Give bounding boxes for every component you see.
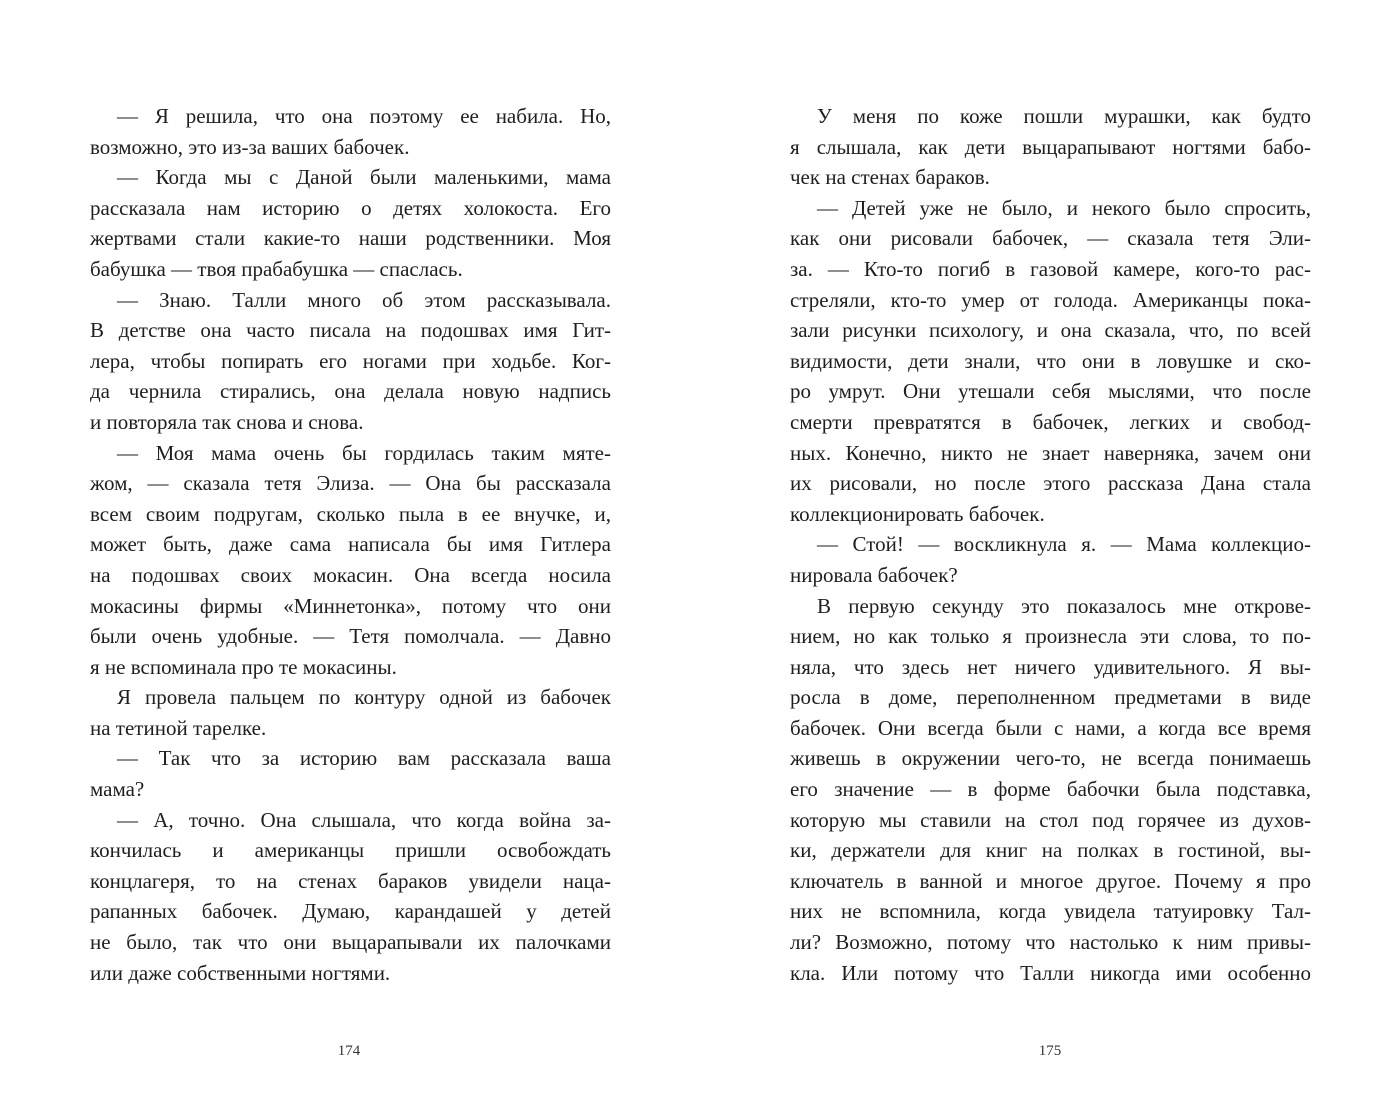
paragraph [90,743,611,804]
paragraph [90,162,611,284]
paragraph [790,101,1311,193]
text-line: за. — Кто-то погиб в газовой камере, кого-то рас- [790,256,1311,281]
text-line: Я провела пальцем по контуру одной из бабочек [117,685,611,710]
text-line: росла в доме, переполненном предметами в виде [790,685,1311,710]
paragraph [90,285,611,438]
text-line: их рисовали, но после этого рассказа Дана стала [790,471,1311,496]
text-line: ных. Конечно, никто не знает наверняка, зачем они [790,440,1311,465]
text-line: рапанных бабочек. Думаю, карандашей у детей [90,899,611,924]
text-line: ключатель в ванной и многое другое. Почему я про [790,868,1311,893]
text-line: кла. Или потому что Талли никогда ими особенно [790,960,1311,985]
text-line: нием, но как только я произнесла эти слова, то по- [790,624,1311,649]
text-line: всем своим подругам, сколько пыла в ее внучке, и, [90,501,611,526]
text-line: не было, так что они выцарапывали их палочками [90,930,611,955]
text-line: жертвами стали какие-то наши родственники. Моя [90,226,611,251]
text-line: В детстве она часто писала на подошвах имя Гит- [90,318,611,343]
text-line: ли? Возможно, потому что настолько к ним привы- [790,930,1311,955]
text-line: — Когда мы с Даной были маленькими, мама [117,165,611,190]
text-line: смерти превратятся в бабочек, легких и свобод- [790,409,1311,434]
paragraph [90,682,611,743]
text-line: на подошвах своих мокасин. Она всегда носила [90,562,611,587]
text-line: мокасины фирмы «Миннетонка», потому что они [90,593,611,618]
text-line: бабочек. Они всегда были с нами, а когда все время [790,715,1311,740]
text-line: рассказала нам историю о детях холокоста. Его [90,195,611,220]
paragraph [90,805,611,989]
text-line: стреляли, кто-то умер от голода. Американцы пока- [790,287,1311,312]
text-line: кончилась и американцы пришли освобождать [90,838,611,863]
right-page-text [790,101,1311,988]
text-line: зали рисунки психологу, и она сказала, что, по всей [790,318,1311,343]
text-line: мама? [90,777,145,802]
paragraph [90,438,611,683]
paragraph [790,529,1311,590]
paragraph [90,101,611,162]
text-line: концлагеря, то на стенах бараков увидели наца- [90,868,611,893]
text-line: — Стой! — воскликнула я. — Мама коллекцио- [817,532,1311,557]
text-line: и повторяла так снова и снова. [90,409,364,434]
text-line: — Знаю. Талли много об этом рассказывала. [117,287,611,312]
paragraph [790,591,1311,989]
text-line: В первую секунду это показалось мне открове- [817,593,1311,618]
text-line: нировала бабочек? [790,562,958,587]
text-line: них не вспомнила, когда увидела татуировку Тал- [790,899,1311,924]
text-line: У меня по коже пошли мурашки, как будто [817,104,1311,128]
text-line: возможно, это из-за ваших бабочек. [90,134,410,159]
text-line: — Так что за историю вам рассказала ваша [117,746,611,771]
text-line: — А, точно. Она слышала, что когда война за- [117,807,611,832]
text-line: как они рисовали бабочек, — сказала тетя Эли- [790,226,1311,251]
text-line: я не вспоминала про те мокасины. [90,654,397,679]
text-line: коллекционировать бабочек. [790,501,1045,526]
left-page-number: 174 [337,1043,361,1059]
text-line: — Моя мама очень бы гордилась таким мяте- [117,440,611,465]
text-line: — Детей уже не было, и некого было спросить, [817,195,1311,220]
text-line: чек на стенах бараков. [790,165,990,190]
left-page-text [90,101,611,988]
paragraph [790,193,1311,530]
text-line: бабушка — твоя прабабушка — спаслась. [90,256,463,281]
text-line: ро умрут. Они утешали себя мыслями, что после [790,379,1311,404]
text-line: няла, что здесь нет ничего удивительного. Я вы- [790,654,1311,679]
text-line: — Я решила, что она поэтому ее набила. Но, [117,104,611,128]
text-line: его значение — в форме бабочки была подставка, [790,777,1311,802]
text-line: ки, держатели для книг на полках в гостиной, вы- [790,838,1311,863]
text-line: может быть, даже сама написала бы имя Гитлера [90,532,611,557]
right-page-number: 175 [1038,1043,1062,1059]
text-line: или даже собственными ногтями. [90,960,391,985]
text-line: я слышала, как дети выцарапывают ногтями бабо- [790,134,1311,159]
text-line: живешь в окружении чего-то, не всегда понимаешь [790,746,1311,771]
text-line: видимости, дети знали, что они в ловушке и ско- [790,348,1311,373]
text-line: лера, чтобы попирать его ногами при ходьбе. Ког- [90,348,611,373]
text-line: были очень удобные. — Тетя помолчала. — Давно [90,624,611,649]
text-line: на тетиной тарелке. [90,715,267,740]
text-line: да чернила стирались, она делала новую надпись [90,379,611,404]
text-line: которую мы ставили на стол под горячее из духов- [790,807,1311,832]
text-line: жом, — сказала тетя Элиза. — Она бы рассказала [90,471,611,496]
